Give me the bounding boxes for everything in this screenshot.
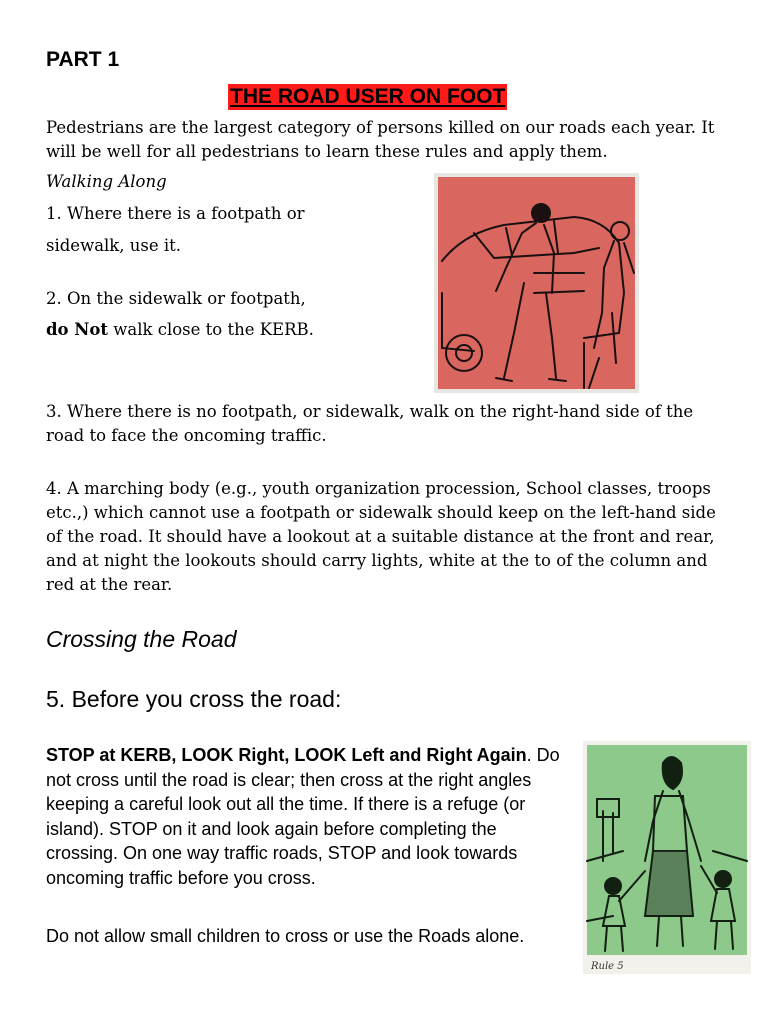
rule1-line2: sidewalk, use it. xyxy=(46,236,182,255)
pedestrians-illustration xyxy=(434,173,639,393)
page-title: THE ROAD USER ON FOOT xyxy=(230,85,506,108)
rule4-paragraph: 4. A marching body (e.g., youth organization procession, School classes, troops etc.,) which cannot use a footpath or sidewalk should keep on the left-hand side of the road. It should have a lookout at a suitable distance at the front and rear, and at night the lookouts should carry lights, white at the to of the column and red at the rear. xyxy=(46,479,716,594)
rule5-bold: STOP at KERB, LOOK Right, LOOK Left and Right Again xyxy=(46,745,527,765)
intro-paragraph: Pedestrians are the largest category of persons killed on our roads each year. It will be well for all pedestrians to learn these rules and apply them. xyxy=(46,118,715,161)
rule5-rest: . Do not cross until the road is clear; then cross at the right angles keeping a careful look out all the time. If there is a refuge (or island). STOP on it and look again before completing the crossing. On one way traffic roads, STOP and look towards oncoming traffic before you cross. xyxy=(46,745,560,888)
crossing-heading: Crossing the Road xyxy=(46,626,237,652)
rule5-paragraph xyxy=(46,743,571,890)
walking-heading: Walking Along xyxy=(46,172,167,191)
rule2-bold: do Not xyxy=(46,320,108,339)
pedestrians-drawing xyxy=(434,173,639,393)
rule1-line1: 1. Where there is a footpath or xyxy=(46,204,305,223)
crossing-illustration xyxy=(583,741,751,974)
rule2-line1: 2. On the sidewalk or footpath, xyxy=(46,289,306,308)
children-note: Do not allow small children to cross or use the Roads alone. xyxy=(46,926,525,946)
rule2-rest: walk close to the KERB. xyxy=(108,320,314,339)
illustration2-caption: Rule 5 xyxy=(591,961,624,972)
crossing-drawing xyxy=(583,741,751,974)
rule2-line2 xyxy=(46,318,314,342)
rule5-heading: 5. Before you cross the road: xyxy=(46,686,342,712)
part-heading: PART 1 xyxy=(46,48,120,71)
rule3-paragraph: 3. Where there is no footpath, or sidewalk, walk on the right-hand side of the road to face the oncoming traffic. xyxy=(46,402,694,445)
